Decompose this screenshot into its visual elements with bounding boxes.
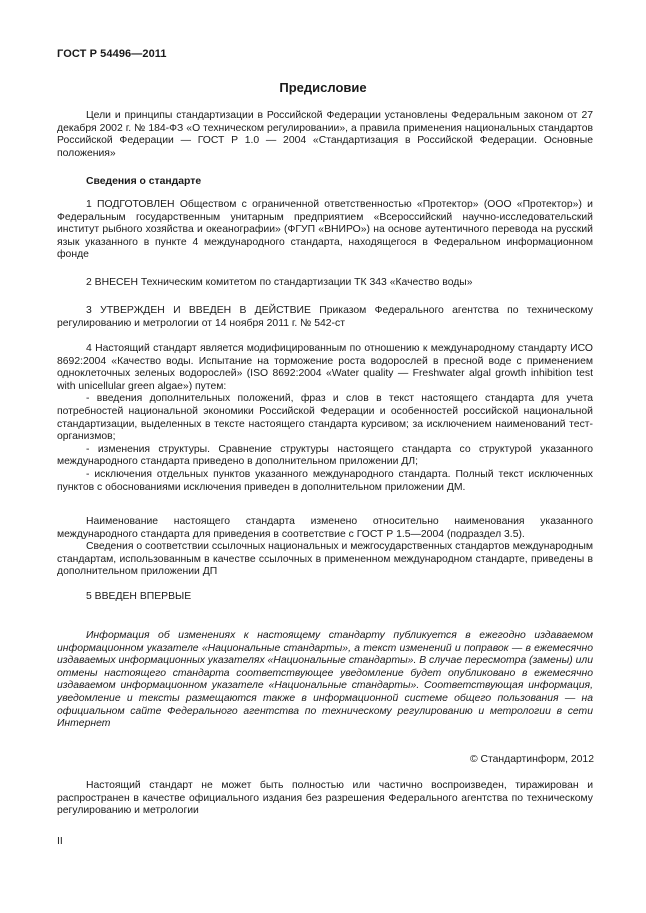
intro-text: Цели и принципы стандартизации в Российской Федерации установлены Федеральным законом от 27 декабря 2002 г. № 184-ФЗ «О техническом регулировании», а правила применения национальных стандартов Российской Федерации — ГОСТ Р 1.0 — 2004 «Стандартизация в Российской Федерации. Основные положения» xyxy=(57,110,593,159)
item-5 xyxy=(57,591,593,604)
item-4-text: 4 Настоящий стандарт является модифицированным по отношению к международному стандарту ИСО 8692:2004 «Качество воды. Испытание на торможение роста водорослей в пресной воде с применением одноклеточных зеленых водорослей» (ISO 8692:2004 «Water quality — Freshwater algal growth inhibition test with unicellular green algae») путем: xyxy=(57,343,593,392)
reproduction-notice-text: Настоящий стандарт не может быть полностью или частично воспроизведен, тиражирован и распространен в качестве официального издания без разрешения Федерального агентства по техническому регулированию и метрологии xyxy=(57,780,593,817)
reproduction-notice xyxy=(57,780,593,818)
page-title: Предисловие xyxy=(279,80,367,95)
item-4-name-note xyxy=(57,516,593,579)
section-heading: Сведения о стандарте xyxy=(86,176,202,187)
item-1 xyxy=(57,199,593,262)
item-5-text: 5 ВВЕДЕН ВПЕРВЫЕ xyxy=(86,591,192,602)
copyright: © Стандартинформ, 2012 xyxy=(469,754,594,765)
item-4-refs-text: Сведения о соответствии ссылочных национальных и межгосударственных стандартов международным стандартам, использованным в качестве ссылочных в примененном международном стандарте, приведены в дополнительном приложении ДП xyxy=(57,541,593,578)
info-notice-text: Информация об изменениях к настоящему стандарту публикуется в ежегодно издаваемом информационном указателе «Национальные стандарты», а текст изменений и поправок — в ежемесячно издаваемых информационных указателях «Национальные стандарты». В случае пересмотра (замены) или отмены настоящего стандарта соответствующее уведомление будет опубликовано в ежемесячно издаваемом информационном указателе «Национальные стандарты». Соответствующая информация, уведомление и тексты размещаются также в информационной системе общего пользования — на официальном сайте Федерального агентства по техническому регулированию и метрологии в сети Интернет xyxy=(57,630,593,730)
item-4-name-text: Наименование настоящего стандарта изменено относительно наименования указанного международного стандарта для приведения в соответствие с ГОСТ Р 1.5—2004 (подраздел 3.5). xyxy=(57,516,593,540)
item-4-list-item: - изменения структуры. Сравнение структуры настоящего стандарта со структурой указанного международного стандарта приведено в дополнительном приложении ДЛ; xyxy=(57,443,593,468)
item-4-list-item: - введения дополнительных положений, фраз и слов в текст настоящего стандарта для учета потребностей национальной экономики Российской Федерации и особенностей российской национальной стандартизации, выделенных в тексте настоящего стандарта курсивом; за исключением наименований тест-организмов; xyxy=(57,393,593,443)
standard-code: ГОСТ Р 54496—2011 xyxy=(57,48,167,60)
info-notice xyxy=(57,630,593,731)
item-2 xyxy=(57,277,593,290)
item-2-text: 2 ВНЕСЕН Техническим комитетом по стандартизации ТК 343 «Качество воды» xyxy=(86,277,473,288)
item-3-text: 3 УТВЕРЖДЕН И ВВЕДЕН В ДЕЙСТВИЕ Приказом Федерального агентства по техническому регулированию и метрологии от 14 ноября 2011 г. № 542-ст xyxy=(57,305,593,329)
item-3 xyxy=(57,305,593,330)
item-1-text: 1 ПОДГОТОВЛЕН Обществом с ограниченной ответственностью «Протектор» (ООО «Протектор») и Федеральным государственным унитарным предприятием «Всероссийский научно-исследовательский институт рыбного хозяйства и океанографии» (ФГУП «ВНИРО») на основе аутентичного перевода на русский язык указанного в пункте 4 международного стандарта, находящегося в Федеральном информационном фонде xyxy=(57,199,593,261)
intro-paragraph xyxy=(57,110,593,160)
item-4-list-item: - исключения отдельных пунктов указанного международного стандарта. Полный текст исключенных пунктов с обоснованиями исключения приведен в дополнительном приложении ДМ. xyxy=(57,468,593,493)
page-number: II xyxy=(57,836,63,847)
item-4 xyxy=(57,343,593,494)
